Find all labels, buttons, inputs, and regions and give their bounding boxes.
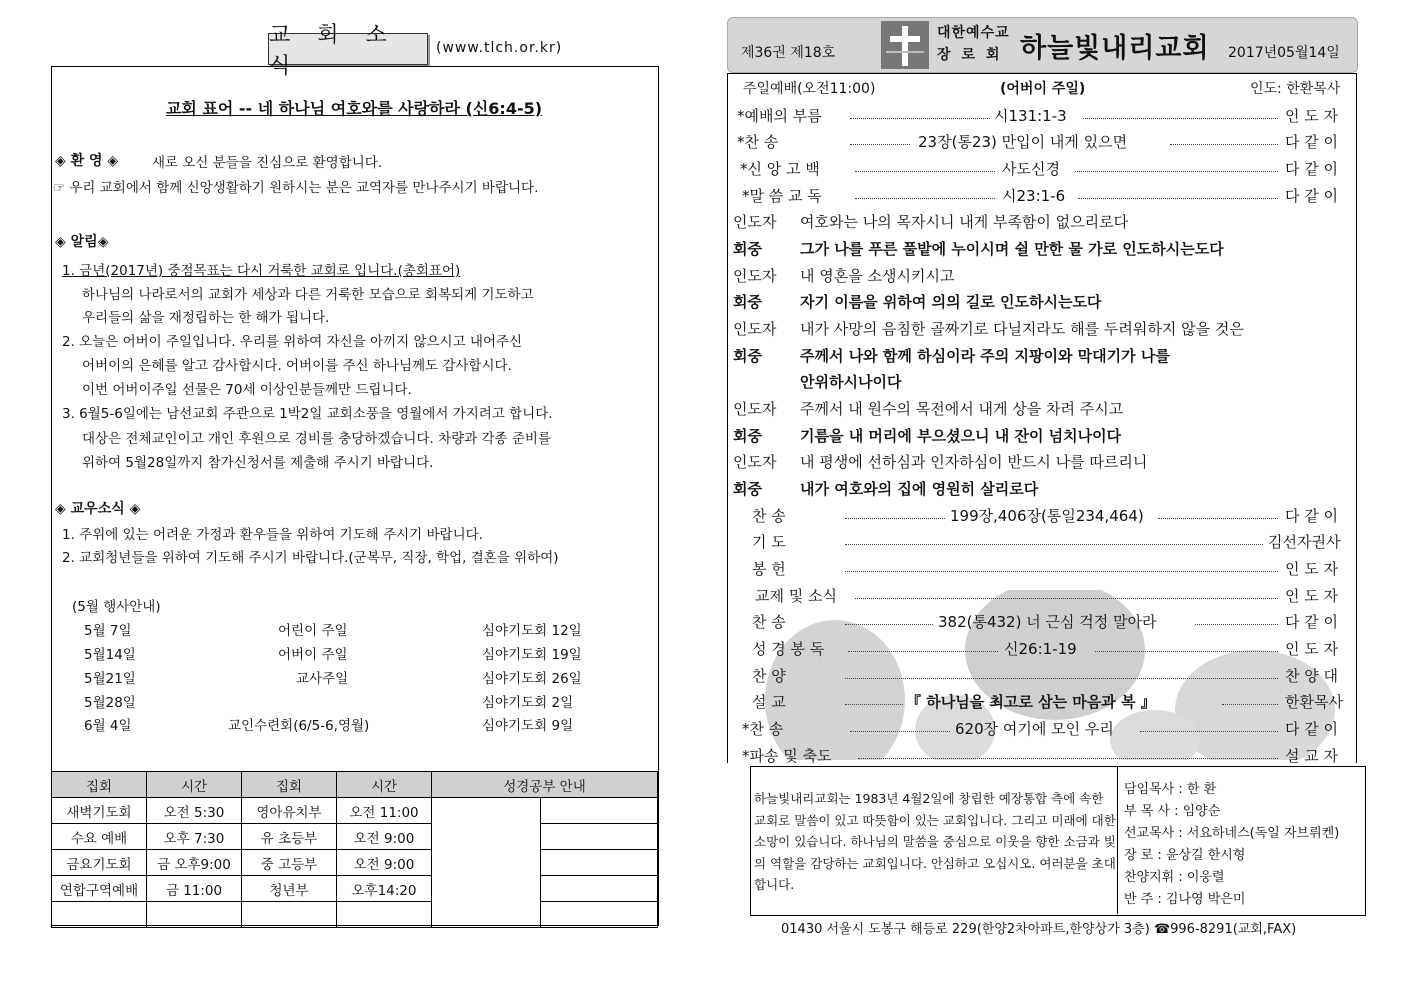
reading-role: 인도자 — [733, 320, 777, 338]
reading-text: 내가 여호와의 집에 영원히 살리로다 — [800, 480, 1039, 498]
event-date: 5월 7일 — [84, 623, 132, 639]
church-introduction: 하늘빛내리교회는 1983년 4월2일에 창립한 예장통합 측에 속한 교회로 말씀이 있고 따뜻함이 있는 교회입니다. 그리고 미래에 대한 소망이 있습니다. 하나님의 말씀을 중심으로 이웃을 향한 소금과 빛의 역할을 감당하는 교회입니다. 안심하고 오십시오. 여러분을 초대합니다. — [754, 791, 1116, 892]
reading-text: 주께서 내 원수의 목전에서 내게 상을 차려 주시고 — [800, 400, 1124, 418]
schedule-cell: 오전 9:00 — [337, 824, 432, 850]
order-content: 신26:1-19 — [1004, 640, 1077, 658]
staff-line: 부 목 사 : 임양순 — [1124, 804, 1221, 819]
event-name: 교인수련회(6/5-6,영월) — [228, 718, 370, 734]
order-who: 찬 양 대 — [1285, 667, 1339, 685]
event-date: 5월21일 — [84, 671, 136, 687]
leader-dots — [1195, 624, 1278, 625]
notice-item: 어버이의 은혜를 알고 감사합시다. 어버이를 주신 하나님께도 감사합시다. — [82, 358, 512, 374]
schedule-cell: 오전 9:00 — [337, 850, 432, 876]
order-who: 인 도 자 — [1285, 640, 1339, 658]
notice-item: 대상은 전체교인이고 개인 후원으로 경비를 충당하겠습니다. 차량과 각종 준비를 — [82, 431, 551, 447]
order-label: *말 씀 교 독 — [742, 187, 822, 205]
notices-heading: ◈ 알림◈ — [55, 234, 109, 250]
reading-role: 인도자 — [733, 213, 777, 231]
notice-item: 3. 6월5-6일에는 남선교회 주관으로 1박2일 교회소풍을 영월에서 가지려고 합니다. — [62, 406, 553, 422]
schedule-cell: 유 초등부 — [242, 824, 337, 850]
service-time: 주일예배(오전11:00) — [743, 81, 876, 97]
order-label: 교제 및 소식 — [755, 587, 837, 605]
event-night-prayer: 심야기도회 19일 — [482, 647, 582, 663]
schedule-cell — [242, 902, 337, 928]
reading-text: 주께서 나와 함께 하심이라 주의 지팡이와 막대기가 나를 — [800, 347, 1170, 365]
schedule-cell: 금 11:00 — [147, 876, 242, 902]
schedule-cell — [147, 902, 242, 928]
order-frame-left — [727, 73, 728, 763]
order-label: *파송 및 축도 — [742, 747, 832, 765]
event-night-prayer: 심야기도회 12일 — [482, 623, 582, 639]
order-who: 인 도 자 — [1285, 107, 1339, 125]
event-date: 6월 4일 — [84, 718, 132, 734]
event-name: 어버이 주일 — [278, 647, 348, 663]
notice-item: 2. 오늘은 어버이 주일입니다. 우리를 위하여 자신을 아끼지 않으시고 내어주신 — [62, 334, 523, 350]
schedule-cell: 연합구역예배 — [52, 876, 147, 902]
leader-dots — [1170, 144, 1278, 145]
leader-dots — [850, 731, 950, 732]
info-divider — [1117, 766, 1118, 914]
order-label: *신 앙 고 백 — [740, 160, 820, 178]
staff-line: 반 주 : 김나영 박은미 — [1124, 892, 1246, 907]
bible-study-cell — [541, 824, 658, 850]
reading-text: 자기 이름을 위하여 의의 길로 인도하시는도다 — [800, 293, 1102, 311]
staff-line: 찬양지휘 : 이웅렬 — [1124, 870, 1225, 885]
leader-dots — [1075, 171, 1278, 172]
leader-dots — [855, 598, 1278, 599]
reading-text: 여호와는 나의 목자시니 내게 부족함이 없으리로다 — [800, 213, 1129, 231]
order-content: 199장,406장(통일234,464) — [950, 507, 1144, 525]
bulletin-date: 2017년05월14일 — [1228, 45, 1340, 61]
bible-study-cell — [432, 798, 541, 928]
leader-dots — [855, 198, 995, 199]
leader-dots — [845, 544, 1263, 545]
sermon-title: 『 하나님을 최고로 삼는 마음과 복 』 — [906, 693, 1156, 711]
cross-icon — [881, 21, 929, 69]
order-frame-right — [1356, 73, 1357, 763]
order-content: 시23:1-6 — [1002, 187, 1066, 205]
events-heading: (5월 행사안내) — [72, 599, 161, 615]
schedule-cell: 청년부 — [242, 876, 337, 902]
order-content: 23장(통23) 만입이 내게 있으면 — [918, 133, 1128, 151]
leader-dots — [850, 118, 990, 119]
schedule-cell: 금 오후9:00 — [147, 850, 242, 876]
reading-role: 회중 — [733, 480, 762, 498]
order-label: 찬 송 — [752, 507, 786, 525]
welcome-text: 새로 오신 분들을 진심으로 환영합니다. — [152, 155, 383, 171]
leader-dots — [845, 704, 903, 705]
reading-text: 내가 사망의 음침한 골짜기로 다닐지라도 해를 두려워하지 않을 것은 — [800, 320, 1244, 338]
website-url[interactable]: (www.tlch.or.kr) — [436, 40, 563, 56]
order-who: 다 같 이 — [1285, 160, 1339, 178]
order-label: 찬 송 — [752, 613, 786, 631]
reading-role: 회중 — [733, 240, 762, 258]
leader-dots — [845, 624, 933, 625]
order-label: 성 경 봉 독 — [752, 640, 825, 658]
order-label: *예배의 부름 — [737, 107, 822, 125]
event-night-prayer: 심야기도회 9일 — [482, 718, 574, 734]
schedule-header: 집회 — [52, 772, 147, 798]
denomination-line1: 대한예수교 — [937, 25, 1010, 41]
schedule-header: 시간 — [337, 772, 432, 798]
order-content: 사도신경 — [1002, 160, 1060, 178]
schedule-cell: 오후14:20 — [337, 876, 432, 902]
reading-role: 회중 — [733, 347, 762, 365]
reading-text: 내 영혼을 소생시키시고 — [800, 267, 955, 285]
schedule-cell: 수요 예배 — [52, 824, 147, 850]
leader-dots — [848, 651, 998, 652]
meeting-schedule-table — [51, 771, 658, 928]
prayer-item: 2. 교회청년들을 위하여 기도해 주시기 바랍니다.(군복무, 직장, 학업, 결혼을 위하여) — [62, 550, 559, 566]
bible-study-cell — [541, 798, 658, 824]
denomination-line2: 장로회 — [937, 47, 1011, 63]
volume-number: 제36권 제18호 — [741, 45, 836, 61]
schedule-cell: 영아유치부 — [242, 798, 337, 824]
notice-item: 이번 어버이주일 선물은 70세 이상인분들께만 드립니다. — [82, 382, 412, 398]
event-name: 교사주일 — [296, 671, 349, 687]
left-page-title: 교 회 소 식 — [268, 33, 428, 65]
staff-line: 선교목사 : 서요하네스(독일 자브뤼켄) — [1124, 826, 1340, 841]
church-address: 01430 서울시 도봉구 해등로 229(한양2차아파트,한양상가 3층) ☎996-8291(교회,FAX) — [781, 922, 1297, 937]
reading-text: 안위하시나이다 — [800, 373, 902, 391]
church-logo — [881, 21, 929, 69]
event-date: 5월14일 — [84, 647, 136, 663]
prayer-heading: ◈ 교우소식 ◈ — [55, 501, 141, 517]
schedule-header: 성경공부 안내 — [432, 772, 658, 798]
notice-item: 위하여 5월28일까지 참가신청서를 제출해 주시기 바랍니다. — [82, 455, 434, 471]
church-name: 하늘빛내리교회 — [1020, 33, 1210, 64]
order-who: 다 같 이 — [1285, 507, 1339, 525]
staff-line: 장 로 : 윤상길 한시형 — [1124, 848, 1246, 863]
schedule-cell — [337, 902, 432, 928]
order-label: 설 교 — [752, 693, 786, 711]
church-motto: 교회 표어 -- 네 하나님 여호와를 사랑하라 (신6:4-5) — [165, 99, 543, 118]
leader-dots — [1083, 118, 1278, 119]
event-night-prayer: 심야기도회 26일 — [482, 671, 582, 687]
event-name: 어린이 주일 — [278, 623, 348, 639]
leader-dots — [1078, 198, 1278, 199]
bible-study-cell — [541, 850, 658, 876]
schedule-cell: 금요기도회 — [52, 850, 147, 876]
event-date: 5월28일 — [84, 695, 136, 711]
welcome-heading: ◈ 환 영 ◈ — [55, 153, 119, 169]
schedule-header: 시간 — [147, 772, 242, 798]
schedule-cell — [52, 902, 147, 928]
leader-dots — [858, 758, 1278, 759]
order-who: 한환목사 — [1285, 693, 1343, 711]
order-label: 기 도 — [752, 533, 786, 551]
notice-item: 하나님의 나라로서의 교회가 세상과 다른 거룩한 모습으로 회복되게 기도하고 — [82, 287, 534, 303]
order-label: 봉 헌 — [752, 560, 786, 578]
order-content: 시131:1-3 — [994, 107, 1067, 125]
schedule-cell: 새벽기도회 — [52, 798, 147, 824]
prayer-item: 1. 주위에 있는 어려운 가정과 환우들을 위하여 기도해 주시기 바랍니다. — [62, 527, 483, 543]
schedule-cell: 중 고등부 — [242, 850, 337, 876]
leader-dots — [1158, 518, 1278, 519]
schedule-cell: 오전 11:00 — [337, 798, 432, 824]
order-who: 김선자권사 — [1268, 533, 1341, 551]
order-who: 인 도 자 — [1285, 560, 1339, 578]
order-who: 다 같 이 — [1285, 613, 1339, 631]
leader-dots — [850, 144, 910, 145]
order-frame-top — [727, 73, 1356, 74]
leader-dots — [845, 518, 945, 519]
order-who: 인 도 자 — [1285, 587, 1339, 605]
notice-item: 우리들의 삶을 재정립하는 한 해가 됩니다. — [82, 310, 330, 326]
bible-study-cell — [541, 902, 658, 928]
leader-dots — [845, 678, 1278, 679]
reading-text: 기름을 내 머리에 부으셨으니 내 잔이 넘치나이다 — [800, 427, 1122, 445]
reading-text: 내 평생에 선하심과 인자하심이 반드시 나를 따르리니 — [800, 453, 1148, 471]
order-who: 다 같 이 — [1285, 720, 1339, 738]
reading-role: 인도자 — [733, 400, 777, 418]
order-content: 620장 여기에 모인 우리 — [955, 720, 1114, 738]
schedule-cell: 오전 5:30 — [147, 798, 242, 824]
leader-dots — [845, 571, 1278, 572]
reading-text: 그가 나를 푸른 풀밭에 누이시며 쉴 만한 물 가로 인도하시는도다 — [800, 240, 1224, 258]
schedule-cell: 오후 7:30 — [147, 824, 242, 850]
service-title: (어버이 주일) — [1000, 81, 1086, 97]
order-label: 찬 양 — [752, 667, 786, 685]
notice-item: 1. 금년(2017년) 중점목표는 다시 거룩한 교회로 입니다.(총회표어) — [62, 263, 461, 279]
order-who: 다 같 이 — [1285, 187, 1339, 205]
schedule-header: 집회 — [242, 772, 337, 798]
order-who: 설 교 자 — [1285, 747, 1339, 765]
reading-role: 회중 — [733, 427, 762, 445]
order-who: 다 같 이 — [1285, 133, 1339, 151]
welcome-line2: ☞ 우리 교회에서 함께 신앙생활하기 원하시는 분은 교역자를 만나주시기 바랍니다. — [53, 180, 539, 196]
leader-dots — [1095, 651, 1278, 652]
leader-dots — [1222, 704, 1278, 705]
reading-role: 인도자 — [733, 267, 777, 285]
staff-line: 담임목사 : 한 환 — [1124, 782, 1217, 797]
order-label: *찬 송 — [737, 133, 779, 151]
leader-dots — [855, 171, 995, 172]
event-night-prayer: 심야기도회 2일 — [482, 695, 574, 711]
reading-role: 인도자 — [733, 453, 777, 471]
bible-study-cell — [541, 876, 658, 902]
order-content: 382(통432) 너 근심 걱정 말아라 — [938, 613, 1157, 631]
service-leader: 인도: 한환목사 — [1250, 81, 1341, 97]
order-label: *찬 송 — [742, 720, 784, 738]
reading-role: 회중 — [733, 293, 762, 311]
leader-dots — [1140, 731, 1278, 732]
